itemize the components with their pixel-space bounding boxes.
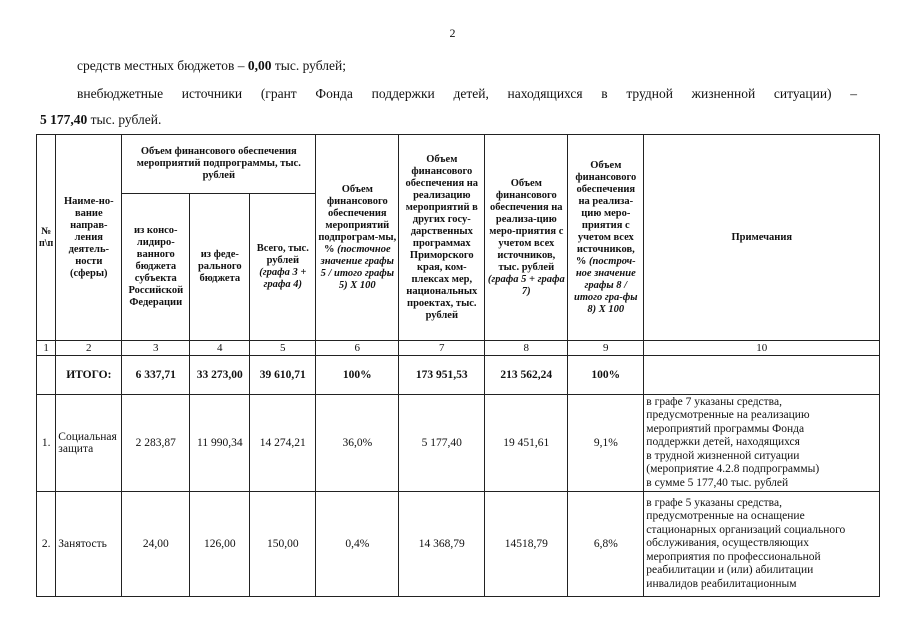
line2-word: ситуации) bbox=[773, 86, 832, 101]
total-row bbox=[37, 356, 880, 395]
header-col5 bbox=[250, 194, 316, 341]
row-number: 1. bbox=[37, 395, 56, 492]
total-col5: 39 610,71 bbox=[250, 356, 316, 395]
row-col7: 14 368,79 bbox=[399, 492, 485, 597]
header-col3: из консо-лидиро-ванного бюджета субъекта Российской Федерации bbox=[122, 194, 190, 341]
row-note: в графе 5 указаны средства, предусмотренные на оснащение стационарных организаций социального обслуживания, осуществляющих мероприятия по профессиональной реабилитации и (или) абилитации инвалидов реабилитационным bbox=[644, 492, 880, 597]
funding-table bbox=[36, 134, 880, 597]
line2-word: поддержки bbox=[371, 86, 435, 101]
paragraph-line-3 bbox=[40, 112, 161, 128]
column-number: 10 bbox=[644, 341, 880, 356]
column-number: 1 bbox=[37, 341, 56, 356]
table-row bbox=[37, 492, 880, 597]
row-name: Занятость bbox=[56, 492, 122, 597]
header-col9-formula: (построч-ное значение графы 8 / итого гра-фы 8) X 100 bbox=[574, 255, 638, 315]
row-col8: 14518,79 bbox=[485, 492, 568, 597]
header-col6-title: Объем финансового обеспечения мероприятий подпрограм-мы, % bbox=[318, 183, 397, 255]
row-col3: 24,00 bbox=[122, 492, 190, 597]
total-col4: 33 273,00 bbox=[190, 356, 250, 395]
paragraph-line-2 bbox=[77, 86, 857, 102]
row-col5: 14 274,21 bbox=[250, 395, 316, 492]
row-col6: 0,4% bbox=[316, 492, 399, 597]
total-col8: 213 562,24 bbox=[485, 356, 568, 395]
header-col9 bbox=[568, 135, 644, 341]
page-number: 2 bbox=[449, 26, 456, 40]
total-col6: 100% bbox=[316, 356, 399, 395]
row-col9: 9,1% bbox=[568, 395, 644, 492]
total-number bbox=[37, 356, 56, 395]
column-number: 4 bbox=[190, 341, 250, 356]
row-col8: 19 451,61 bbox=[485, 395, 568, 492]
line2-word: источники bbox=[181, 86, 243, 101]
row-note: в графе 7 указаны средства, предусмотренные на реализацию мероприятий программы Фонда поддержки детей, находящихся в трудной жизненной ситуации (мероприятие 4.2.8 подпрограммы) в сумме 5 177,40 тыс. рублей bbox=[644, 395, 880, 492]
row-col3: 2 283,87 bbox=[122, 395, 190, 492]
column-number: 7 bbox=[399, 341, 485, 356]
total-label: ИТОГО: bbox=[56, 356, 122, 395]
line2-word: жизненной bbox=[691, 86, 756, 101]
row-col7: 5 177,40 bbox=[399, 395, 485, 492]
total-notes bbox=[644, 356, 880, 395]
header-notes: Примечания bbox=[644, 135, 880, 341]
total-col7: 173 951,53 bbox=[399, 356, 485, 395]
row-name: Социальная защита bbox=[56, 395, 122, 492]
column-number: 8 bbox=[485, 341, 568, 356]
line1-amount: 0,00 bbox=[247, 58, 272, 73]
line1-text: средств местных бюджетов – bbox=[77, 58, 248, 73]
line2-word: (грант bbox=[260, 86, 297, 101]
line1-tail: тыс. рублей; bbox=[271, 58, 346, 73]
row-col9: 6,8% bbox=[568, 492, 644, 597]
header-col5-title: Всего, тыс. рублей bbox=[256, 243, 309, 266]
header-col6-formula: (посточное значение графы 5 / итого графы 5) X 100 bbox=[320, 243, 395, 291]
line2-word: Фонда bbox=[315, 86, 353, 101]
total-col3: 6 337,71 bbox=[122, 356, 190, 395]
column-number: 6 bbox=[316, 341, 399, 356]
header-name: Наиме-но-вание направ-ления деятель-ности (сферы) bbox=[56, 135, 122, 341]
line2-word: в bbox=[601, 86, 608, 101]
header-col8 bbox=[485, 135, 568, 341]
row-col6: 36,0% bbox=[316, 395, 399, 492]
row-col4: 126,00 bbox=[190, 492, 250, 597]
header-number: № п\п bbox=[37, 135, 56, 341]
table-header-row bbox=[37, 135, 880, 194]
header-col7: Объем финансового обеспечения на реализацию мероприятий в других госу-дарственных программах Приморского края, ком-плексах мер, национальных проектах, тыс. рублей bbox=[399, 135, 485, 341]
line2-word: находящихся bbox=[507, 86, 583, 101]
header-col6 bbox=[316, 135, 399, 341]
row-col4: 11 990,34 bbox=[190, 395, 250, 492]
header-col8-formula: (графа 5 + графа 7) bbox=[487, 273, 565, 297]
header-col4: из феде-рального бюджета bbox=[190, 194, 250, 341]
line2-word: детей, bbox=[453, 86, 489, 101]
row-number: 2. bbox=[37, 492, 56, 597]
line2-word: трудной bbox=[626, 86, 673, 101]
header-col5-formula: (графа 3 + графа 4) bbox=[259, 267, 307, 290]
column-number: 3 bbox=[122, 341, 190, 356]
line3-amount: 5 177,40 bbox=[40, 112, 88, 127]
header-group-volume: Объем финансового обеспечения мероприятий подпрограммы, тыс. рублей bbox=[122, 135, 316, 194]
total-col9: 100% bbox=[568, 356, 644, 395]
column-number: 5 bbox=[250, 341, 316, 356]
header-col8-title: Объем финансового обеспечения на реализа-цию меро-приятия с учетом всех источников, тыс. рублей bbox=[489, 177, 564, 273]
line3-tail: тыс. рублей. bbox=[87, 112, 162, 127]
column-number: 9 bbox=[568, 341, 644, 356]
paragraph-line-1 bbox=[77, 58, 346, 74]
column-number-row bbox=[37, 341, 880, 356]
line2-word: внебюджетные bbox=[77, 86, 164, 101]
line2-word: – bbox=[850, 86, 857, 101]
header-col9-title: Объем финансового обеспечения на реализа-цию меро-приятия с учетом всех источников, % bbox=[575, 159, 637, 267]
table-row bbox=[37, 395, 880, 492]
column-number: 2 bbox=[56, 341, 122, 356]
row-col5: 150,00 bbox=[250, 492, 316, 597]
